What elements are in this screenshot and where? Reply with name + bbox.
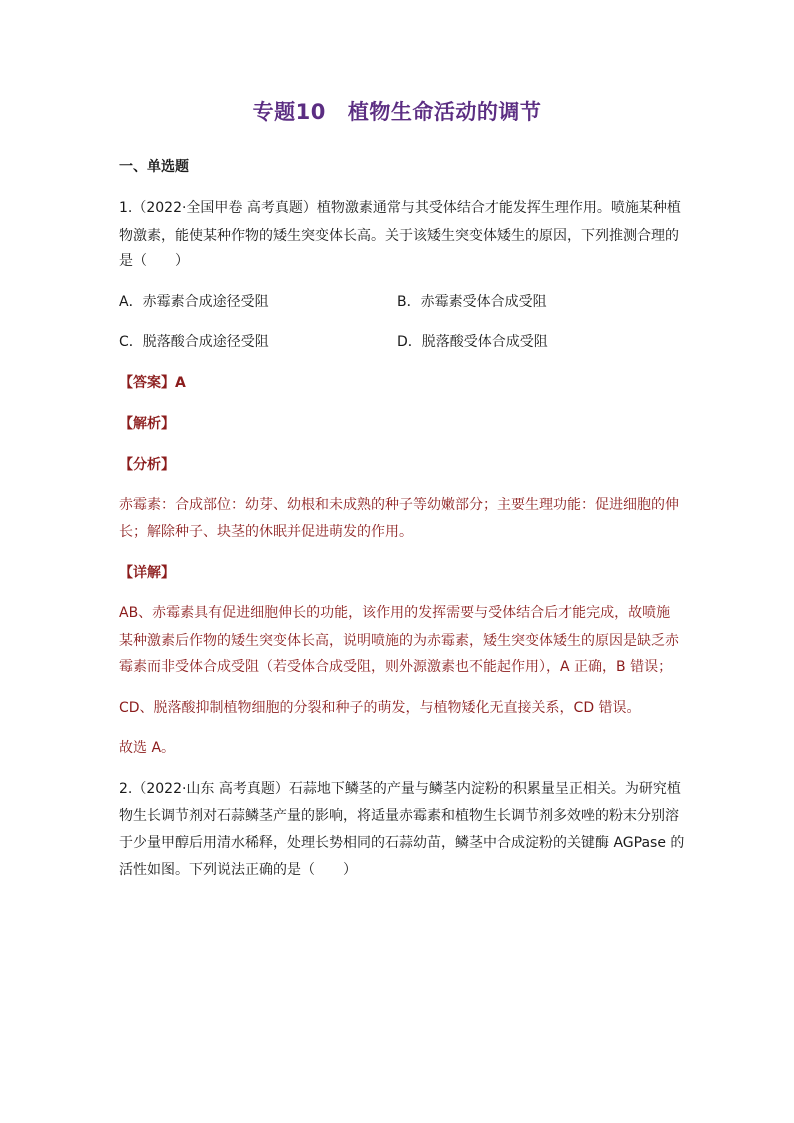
title-number: 专题10: [252, 100, 326, 124]
q1-option-c: C．脱落酸合成途径受阻: [119, 334, 269, 350]
q1-option-a: A．赤霉素合成途径受阻: [119, 294, 269, 310]
xiangjie-line: 霉素而非受体合成受阻（若受体合成受阻，则外源激素也不能起作用），A 正确，B 错误；: [119, 659, 673, 675]
answer-value: A: [175, 375, 186, 391]
fenxi-tag: 【分析】: [119, 457, 175, 473]
q2-stem-line: 于少量甲醇后用清水稀释，处理长势相同的石蒜幼苗，鳞茎中合成淀粉的关键酶 AGPase 的: [119, 835, 685, 851]
answer-tag: 【答案】: [119, 375, 175, 391]
xiangjie-tag: 【详解】: [119, 565, 175, 581]
xiangjie-line: AB、赤霉素具有促进细胞伸长的功能，该作用的发挥需要与受体结合后才能完成，故喷施: [119, 605, 671, 621]
q1-option-b: B．赤霉素受体合成受阻: [397, 294, 547, 310]
q1-stem-line: 是（ ）: [119, 253, 189, 269]
q2-stem-line: 2.（2022·山东 高考真题）石蒜地下鳞茎的产量与鳞茎内淀粉的积累量呈正相关。为研究植: [119, 781, 681, 797]
xiangjie-line: 某种激素后作物的矮生突变体长高，说明喷施的为赤霉素，矮生突变体矮生的原因是缺乏赤: [119, 633, 679, 649]
cd-line: CD、脱落酸抑制植物细胞的分裂和种子的萌发，与植物矮化无直接关系，CD 错误。: [119, 700, 641, 716]
q1-option-d: D．脱落酸受体合成受阻: [397, 334, 548, 350]
conclusion: 故选 A。: [119, 740, 176, 756]
section-heading: 一、单选题: [119, 159, 189, 175]
fenxi-line: 长；解除种子、块茎的休眠并促进萌发的作用。: [119, 524, 413, 540]
fenxi-line: 赤霉素：合成部位：幼芽、幼根和未成熟的种子等幼嫩部分；主要生理功能：促进细胞的伸: [119, 497, 679, 513]
q2-stem-line: 物生长调节剂对石蒜鳞茎产量的影响，将适量赤霉素和植物生长调节剂多效唑的粉末分别溶: [119, 808, 679, 824]
q1-stem-line: 1.（2022·全国甲卷 高考真题）植物激素通常与其受体结合才能发挥生理作用。喷施某种植: [119, 200, 681, 216]
q1-answer-row: [119, 373, 681, 393]
jiexi-tag: 【解析】: [119, 416, 175, 432]
page-title: [0, 96, 794, 126]
title-text: 植物生命活动的调节: [347, 100, 542, 124]
q2-stem-line: 活性如图。下列说法正确的是（ ）: [119, 862, 357, 878]
q1-stem-line: 物激素，能使某种作物的矮生突变体长高。关于该矮生突变体矮生的原因，下列推测合理的: [119, 228, 679, 244]
